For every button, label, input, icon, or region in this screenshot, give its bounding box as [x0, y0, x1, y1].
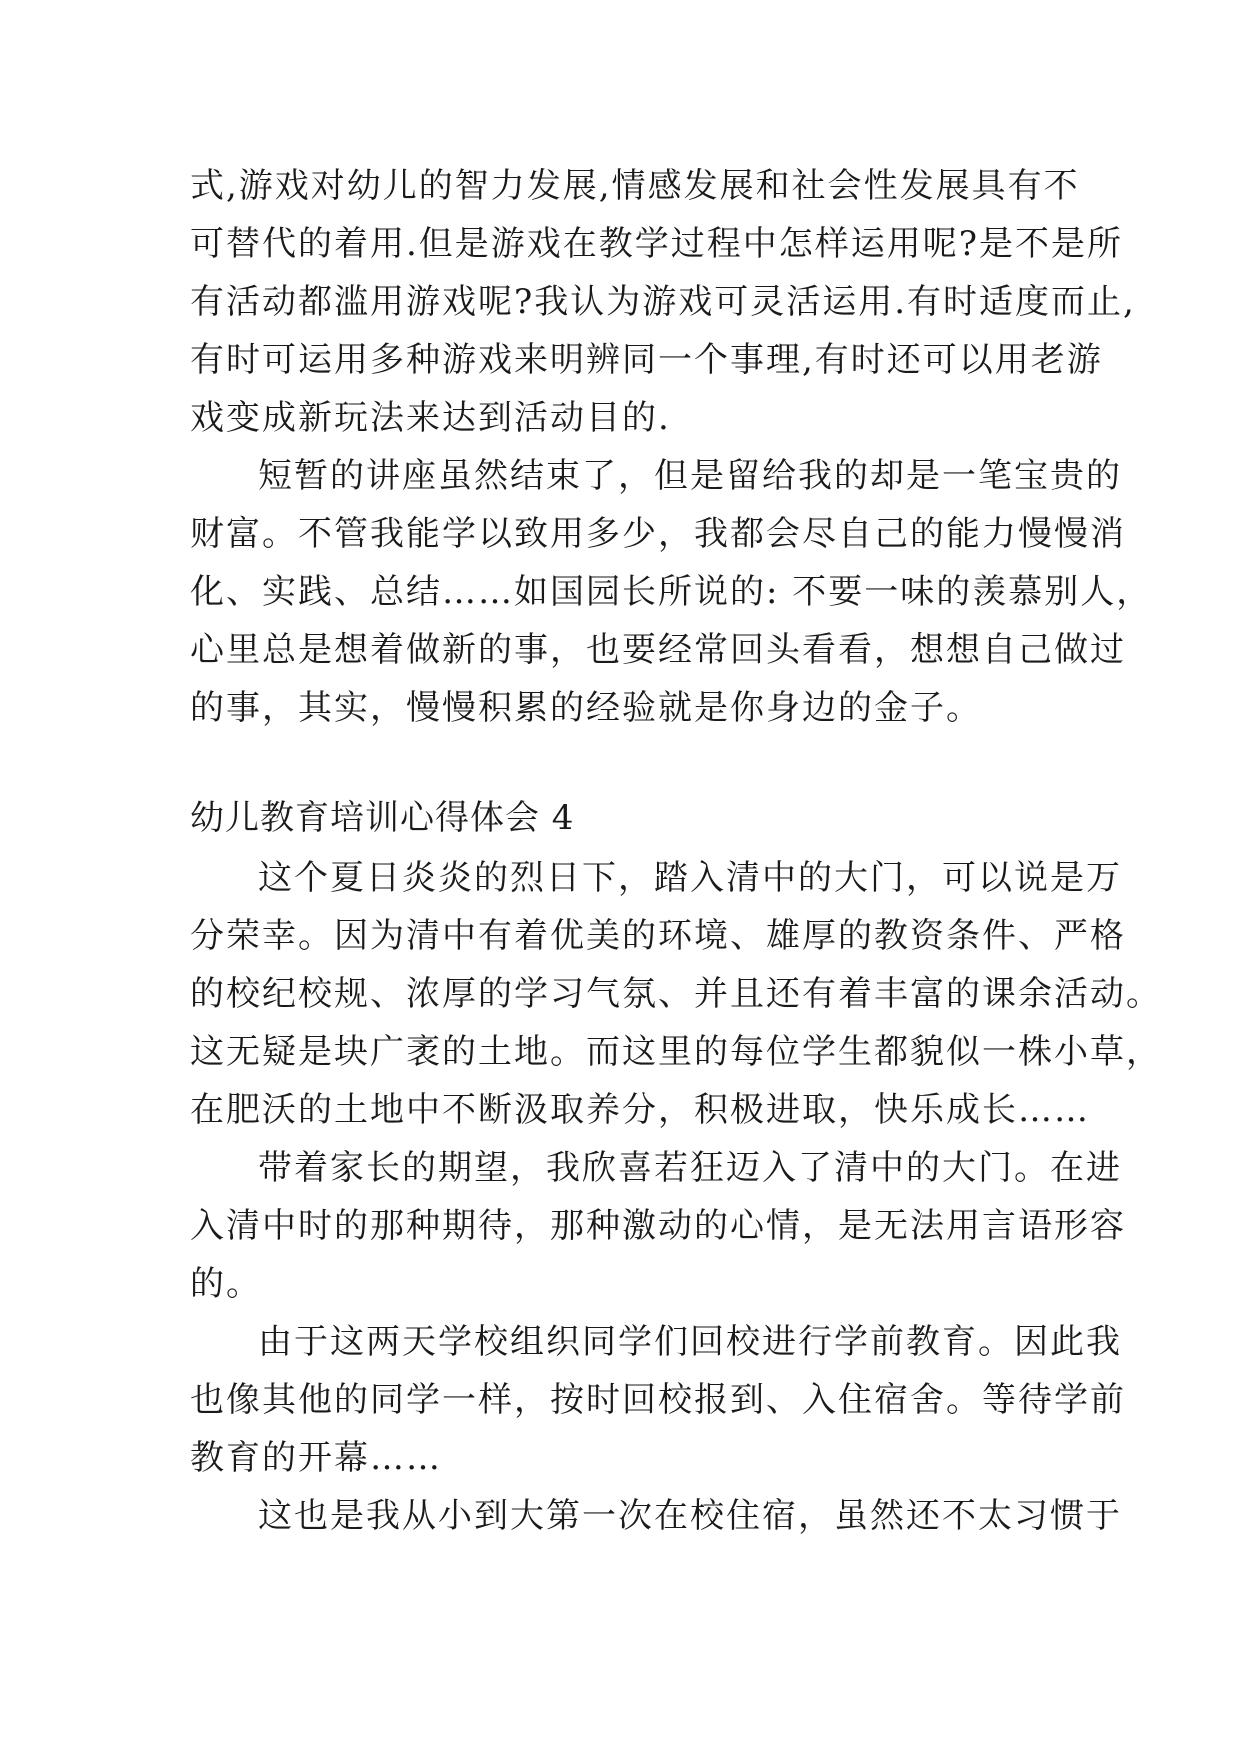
- text-line: 化、实践、总结……如国园长所说的: 不要一味的羡慕别人，: [190, 572, 1153, 612]
- text-line: 的事，其实，慢慢积累的经验就是你身边的金子。: [190, 688, 982, 728]
- text-line: 这也是我从小到大第一次在校住宿，虽然还不太习惯于: [258, 1496, 1122, 1536]
- text-line: 戏变成新玩法来达到活动目的.: [190, 398, 671, 438]
- text-line: 短暂的讲座虽然结束了，但是留给我的却是一笔宝贵的: [258, 456, 1122, 496]
- text-line: 可替代的着用.但是游戏在教学过程中怎样运用呢?是不是所: [190, 224, 1124, 264]
- text-line: 这个夏日炎炎的烈日下，踏入清中的大门，可以说是万: [258, 858, 1122, 898]
- text-line: 心里总是想着做新的事，也要经常回头看看，想想自己做过: [190, 630, 1126, 670]
- text-line: 有时可运用多种游戏来明辨同一个事理,有时还可以用老游: [190, 340, 1103, 380]
- text-line: 也像其他的同学一样，按时回校报到、入住宿舍。等待学前: [190, 1380, 1126, 1420]
- text-line: 的校纪校规、浓厚的学习气氛、并且还有着丰富的课余活动。: [190, 974, 1162, 1014]
- text-line: 的。: [190, 1264, 262, 1304]
- text-line: 式,游戏对幼儿的智力发展,情感发展和社会性发展具有不: [190, 166, 1080, 206]
- text-line: 分荣幸。因为清中有着优美的环境、雄厚的教资条件、严格: [190, 916, 1126, 956]
- text-line: 由于这两天学校组织同学们回校进行学前教育。因此我: [258, 1322, 1122, 1362]
- text-line: 入清中时的那种期待，那种激动的心情，是无法用言语形容: [190, 1206, 1126, 1246]
- section-heading: 幼儿教育培训心得体会 4: [190, 798, 575, 838]
- text-line: 教育的开幕……: [190, 1438, 442, 1478]
- text-line: 有活动都滥用游戏呢?我认为游戏可灵活运用.有时适度而止,: [190, 282, 1136, 322]
- text-line: 这无疑是块广袤的土地。而这里的每位学生都貌似一株小草，: [190, 1032, 1162, 1072]
- text-line: 财富。不管我能学以致用多少，我都会尽自己的能力慢慢消: [190, 514, 1126, 554]
- text-line: 在肥沃的土地中不断汲取养分，积极进取，快乐成长……: [190, 1090, 1090, 1130]
- text-line: 带着家长的期望，我欣喜若狂迈入了清中的大门。在进: [258, 1148, 1122, 1188]
